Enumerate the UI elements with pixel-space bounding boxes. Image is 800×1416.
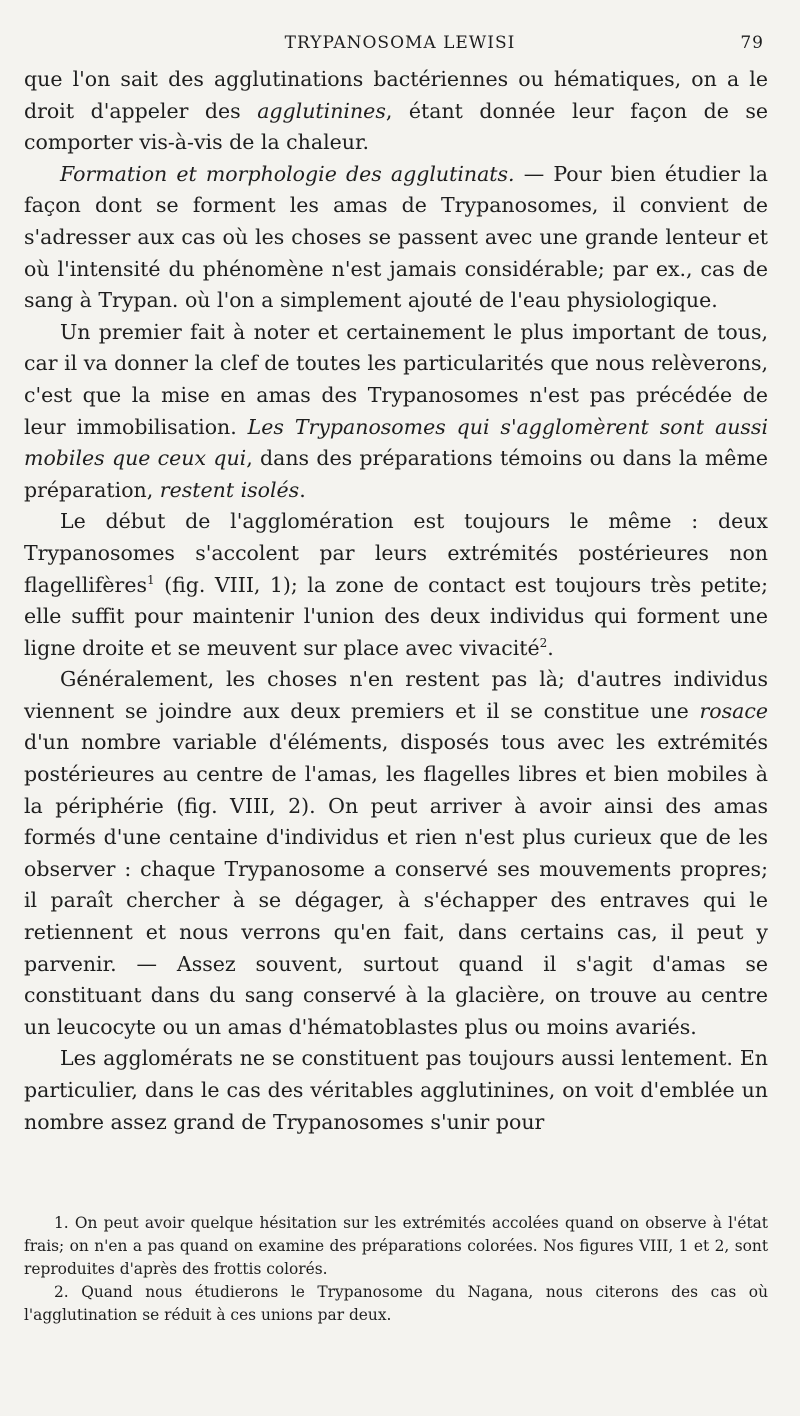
running-head <box>0 33 800 57</box>
text-run: Un premier fait à noter et certainement le plus important de tous, car il va donner la clef de toutes les particularités que nous relèverons, c'est que la mise en amas des Trypanosomes n'est pas précédée de leur immobilisation. <box>24 319 768 439</box>
footnotes <box>24 1212 768 1327</box>
footnote: 2. Quand nous étudierons le Trypanosome du Nagana, nous citerons des cas où l'agglutination se réduit à ces unions par deux. <box>24 1283 768 1324</box>
running-title: TRYPANOSOMA LEWISI <box>284 33 516 53</box>
paragraph <box>24 159 768 317</box>
text-run: , dans des préparations témoins ou dans la même préparation, <box>24 446 769 502</box>
text-run: (fig. VIII, 1); la zone de contact est toujours très petite; elle suffit pour maintenir l'union des deux individus qui forment une ligne droite et se meuvent sur place avec vivacité <box>24 572 768 660</box>
paragraph <box>24 1043 768 1138</box>
italic-text: Formation et morphologie des agglutinats. <box>60 161 515 186</box>
italic-text: Les Trypanosomes qui s'agglomèrent sont aussi mobiles que ceux qui <box>24 414 769 471</box>
paragraph <box>24 64 768 159</box>
text-run: Le début de l'agglomération est toujours le même : deux Trypanosomes s'accolent par leurs extrémités postérieures non flagellifères <box>24 509 768 597</box>
italic-text: agglutinines <box>257 98 386 123</box>
text-run: Les agglomérats ne se constituent pas toujours aussi lentement. En particulier, dans le cas des véritables agglutinines, on voit d'emblée un nombre assez grand de Trypanosomes s'unir pour <box>24 1046 768 1134</box>
paragraph <box>24 317 768 507</box>
text-run: d'un nombre variable d'éléments, disposés tous avec les extrémités postérieures au centre de l'amas, les flagelles libres et bien mobiles à la périphérie (fig. VIII, 2). On peut arriver à avoir ainsi des amas formés d'une centaine d'individus et rien n'est plus curieux que de les observer : chaque Trypanosome a conservé ses mouvements propres; il paraît chercher à se dégager, à s'échapper des entraves qui le retiennent et nous verrons qu'en fait, dans certains cas, il peut y parvenir. — Assez souvent, surtout quand il s'agit d'amas se constituant dans du sang conservé à la glacière, on trouve au centre un leucocyte ou un amas d'hématoblastes plus ou moins avariés. <box>24 730 768 1039</box>
text-run: , étant donnée leur façon de se comporter vis-à-vis de la chaleur. <box>24 98 768 155</box>
footnote: 1. On peut avoir quelque hésitation sur les extrémités accolées quand on observe à l'état frais; on n'en a pas quand on examine des préparations colorées. Nos figures VIII, 1 et 2, sont reproduites d'après des frottis colorés. <box>24 1214 768 1278</box>
footnote-ref: 2 <box>539 635 548 650</box>
text-run: . <box>547 635 554 660</box>
text-run: Généralement, les choses n'en restent pas là; d'autres individus viennent se joindre aux deux premiers et il se constitue une <box>24 667 768 723</box>
italic-text: restent isolés <box>159 477 300 502</box>
footnote-ref: 1 <box>147 572 155 587</box>
paragraph <box>24 664 768 1043</box>
body-text <box>24 64 768 1138</box>
text-run: — Pour bien étudier la façon dont se forment les amas de Trypanosomes, il convient de s'adresser aux cas où les choses se passent avec une grande lenteur et où l'intensité du phénomène n'est jamais considérable; par ex., cas de sang à Trypan. où l'on a simplement ajouté de l'eau physiologique. <box>24 161 768 313</box>
paragraph <box>24 506 768 664</box>
italic-text: rosace <box>699 698 768 723</box>
text-run: . <box>299 477 306 502</box>
text-run: que l'on sait des agglutinations bactériennes ou hématiques, on a le droit d'appeler des <box>24 67 768 123</box>
page-number: 79 <box>740 33 764 53</box>
